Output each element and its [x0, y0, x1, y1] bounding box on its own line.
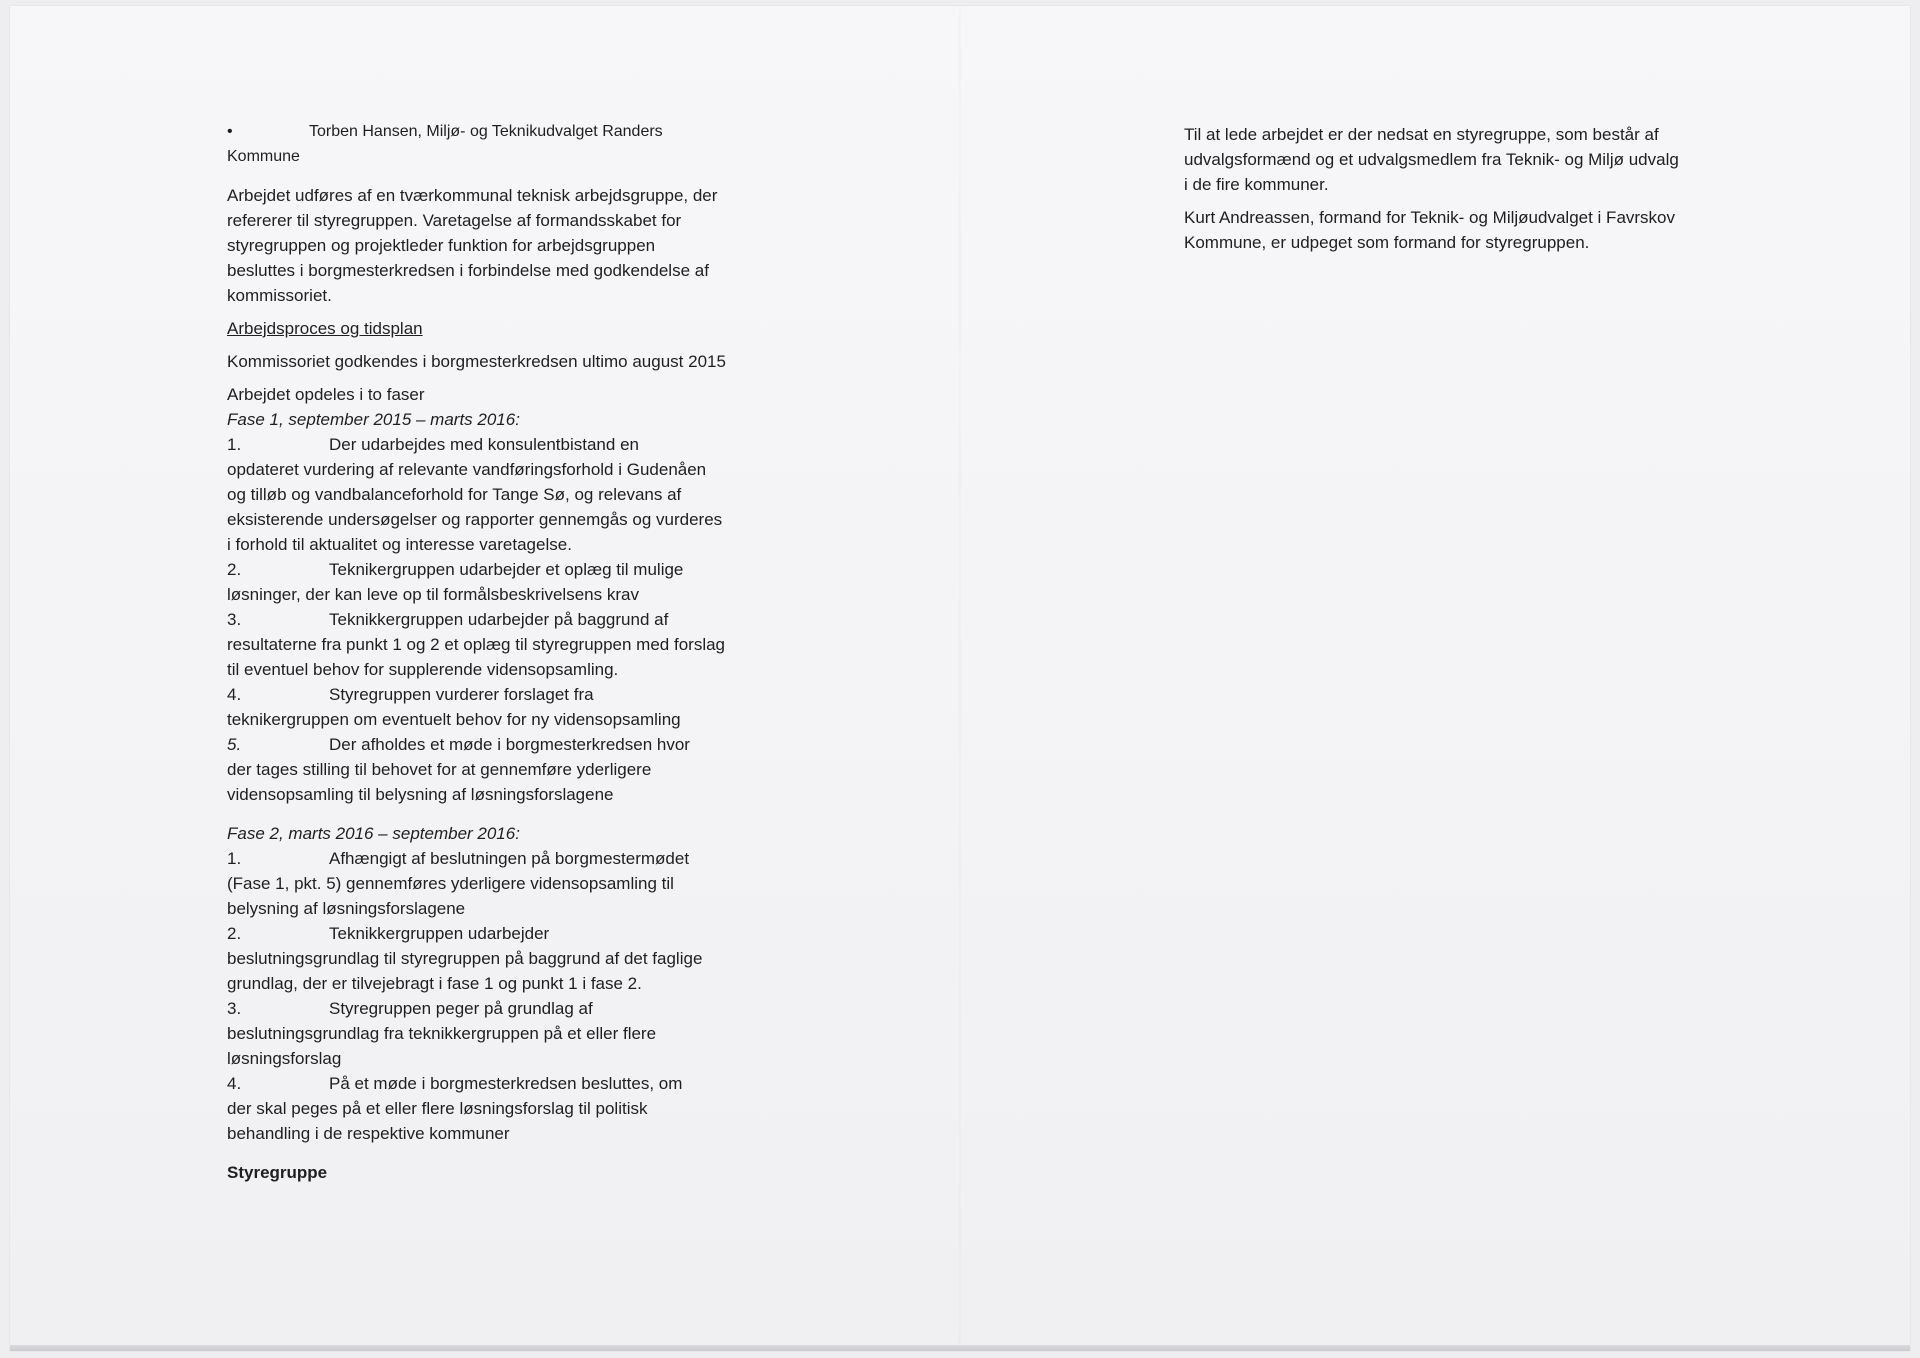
right-column: [1184, 122, 1684, 263]
list-item: [227, 921, 727, 996]
item-first-line: Teknikergruppen udarbejder et oplæg til mulige: [329, 560, 684, 579]
intro-paragraph: Arbejdet udføres af en tværkommunal teknisk arbejdsgruppe, der refererer til styregruppen. Varetagelse af formandsskabet for styregruppen og projektleder funktion for arbejdsgruppen besluttes i borgmesterkredsen i forbindelse med godkendelse af kommissoriet.: [227, 186, 718, 305]
right-paragraph-2: Kurt Andreassen, formand for Teknik- og Miljøudvalget i Favrskov Kommune, er udpeget som formand for styregruppen.: [1184, 208, 1676, 252]
bullet-continuation: Kommune: [227, 148, 300, 165]
phase1-list: [227, 432, 727, 807]
item-continuation: teknikergruppen om eventuelt behov for ny vidensopsamling: [227, 710, 681, 729]
item-number: 5.: [227, 735, 242, 754]
item-number: 2.: [227, 560, 242, 579]
right-paragraph-1: Til at lede arbejdet er der nedsat en styregruppe, som består af udvalgsformænd og et udvalgsmedlem fra Teknik- og Miljø udvalg i de fire kommuner.: [1184, 125, 1679, 194]
item-first-line: Afhængigt af beslutningen på borgmestermødet: [329, 849, 690, 868]
item-first-line: Styregruppen peger på grundlag af: [329, 999, 593, 1018]
item-first-line: Styregruppen vurderer forslaget fra: [329, 685, 594, 704]
bullet-text: Torben Hansen, Miljø- og Teknikudvalget Randers: [309, 123, 663, 140]
item-number: 1.: [227, 435, 242, 454]
item-number: 3.: [227, 999, 242, 1018]
bullet-item: [227, 119, 727, 144]
list-item: [227, 682, 727, 732]
list-item: [227, 846, 727, 921]
item-number: 4.: [227, 685, 242, 704]
item-number: 3.: [227, 610, 242, 629]
list-item: [227, 432, 727, 557]
phase2-list: [227, 846, 727, 1146]
item-continuation: løsninger, der kan leve op til formålsbeskrivelsens krav: [227, 585, 639, 604]
page-bottom-edge: [10, 1345, 1910, 1351]
list-item: [227, 557, 727, 607]
approval-text: Kommissoriet godkendes i borgmesterkredsen ultimo august 2015: [227, 352, 726, 371]
item-continuation: der tages stilling til behovet for at gennemføre yderligere vidensopsamling til belysning af løsningsforslagene: [227, 760, 652, 804]
item-continuation: (Fase 1, pkt. 5) gennemføres yderligere vidensopsamling til belysning af løsningsforslagene: [227, 874, 674, 918]
item-number: 1.: [227, 849, 242, 868]
item-first-line: Der udarbejdes med konsulentbistand en: [329, 435, 639, 454]
item-continuation: resultaterne fra punkt 1 og 2 et oplæg til styregruppen med forslag til eventuel behov for supplerende vidensopsamling.: [227, 635, 726, 679]
item-number: 2.: [227, 924, 242, 943]
section-heading: Arbejdsproces og tidsplan: [227, 319, 423, 338]
styregruppe-heading: Styregruppe: [227, 1163, 328, 1182]
item-first-line: Der afholdes et møde i borgmesterkredsen hvor: [329, 735, 690, 754]
item-first-line: Teknikkergruppen udarbejder: [329, 924, 550, 943]
list-item: [227, 1071, 727, 1146]
list-item: [227, 732, 727, 807]
item-first-line: På et møde i borgmesterkredsen besluttes, om: [329, 1074, 683, 1093]
item-continuation: beslutningsgrundlag fra teknikkergruppen på et eller flere løsningsforslag: [227, 1024, 657, 1068]
phase1-title: Fase 1, september 2015 – marts 2016:: [227, 410, 520, 429]
left-column: [227, 119, 727, 1193]
item-first-line: Teknikkergruppen udarbejder på baggrund af: [329, 610, 669, 629]
list-item: [227, 996, 727, 1071]
item-continuation: der skal peges på et eller flere løsningsforslag til politisk behandling i de respektive kommuner: [227, 1099, 648, 1143]
item-continuation: beslutningsgrundlag til styregruppen på baggrund af det faglige grundlag, der er tilvejebragt i fase 1 og punkt 1 i fase 2.: [227, 949, 703, 993]
phase2-title: Fase 2, marts 2016 – september 2016:: [227, 824, 520, 843]
item-continuation: opdateret vurdering af relevante vandføringsforhold i Gudenåen og tilløb og vandbalanceforhold for Tange Sø, og relevans af eksisterende undersøgelser og rapporter gennemgås og vurderes i forhold til aktualitet og interesse varetagelse.: [227, 460, 723, 554]
item-number: 4.: [227, 1074, 242, 1093]
bullet-dot-icon: •: [227, 123, 233, 140]
page-fold: [958, 6, 962, 1351]
list-item: [227, 607, 727, 682]
phases-intro: Arbejdet opdeles i to faser: [227, 385, 425, 404]
